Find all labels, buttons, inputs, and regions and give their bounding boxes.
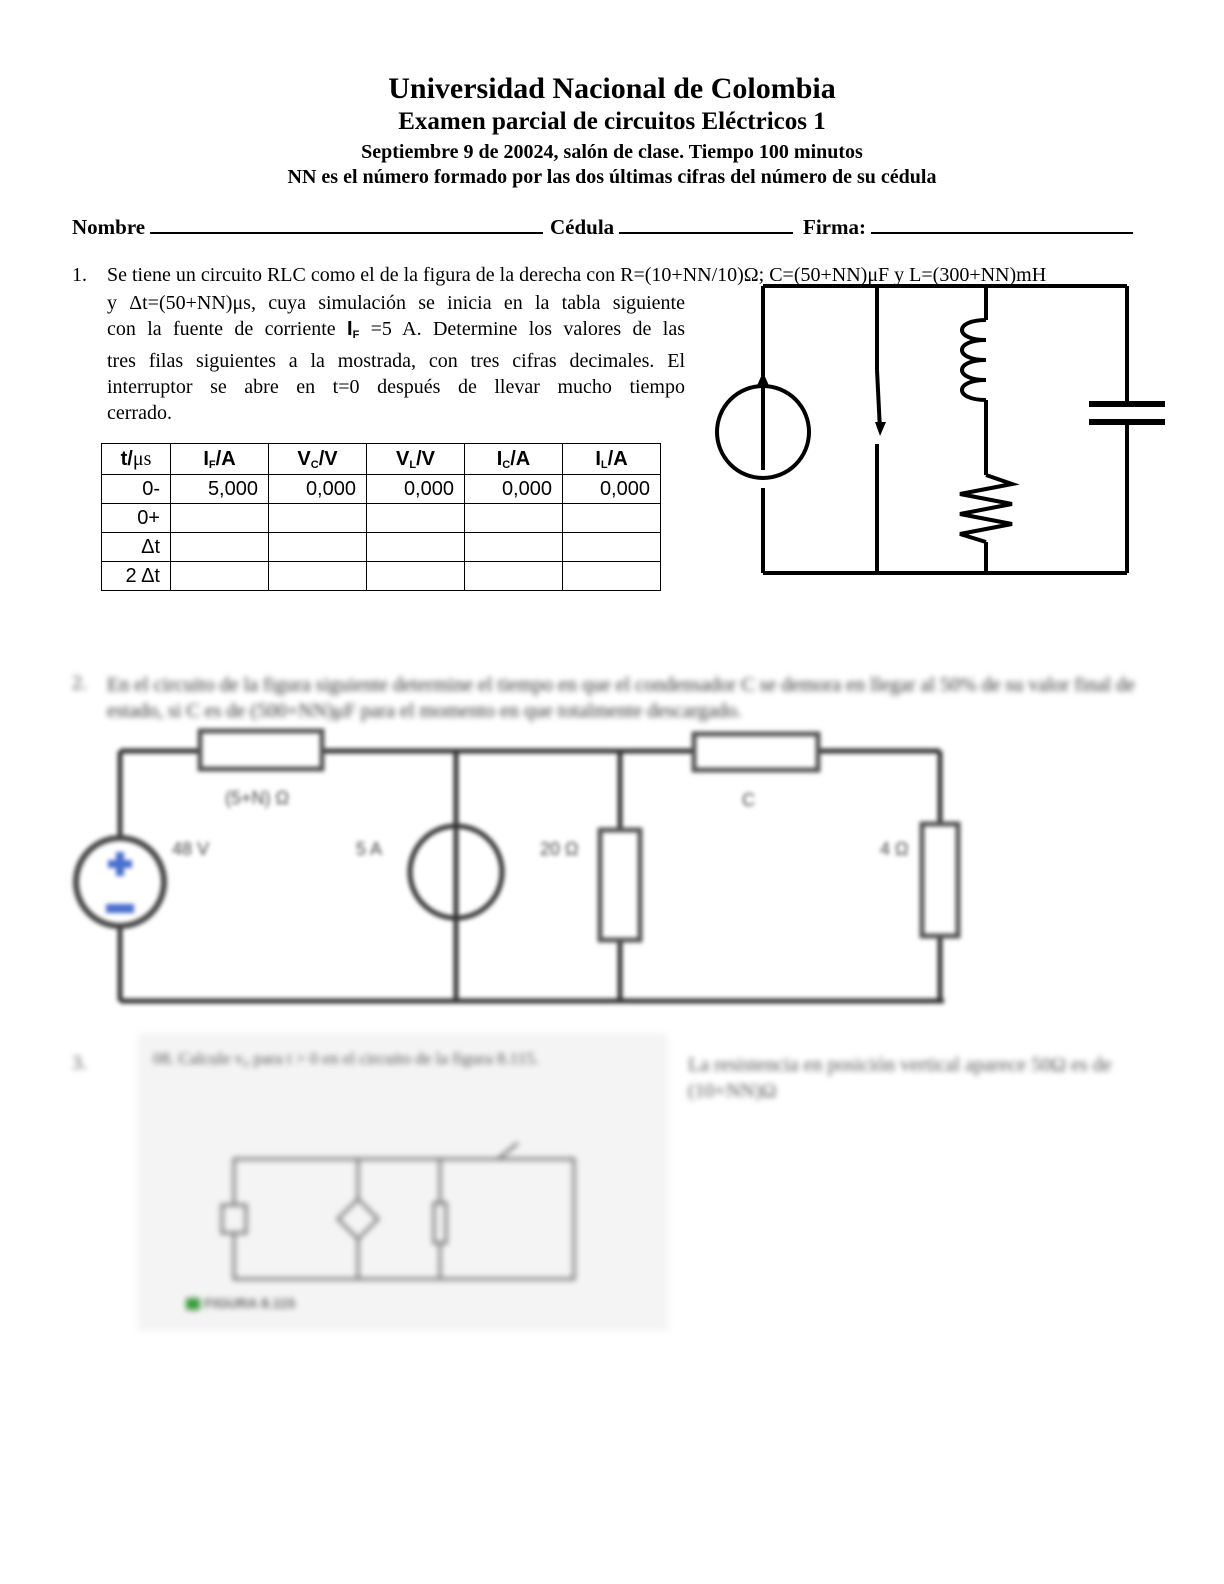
answer-cell[interactable]	[269, 533, 367, 562]
resistor-20-icon	[600, 830, 640, 940]
header-ic: $I_C/A$	[465, 444, 563, 475]
exam-title: Examen parcial de circuitos Eléctricos 1	[398, 108, 826, 135]
q1-line-5: interruptor se abre en t=0 después de llevar mucho tiempo	[107, 376, 685, 398]
q1-number: 1.	[72, 264, 87, 286]
q1-paragraph	[107, 290, 685, 426]
cell-if: 5,000	[171, 475, 269, 504]
id-label: Cédula	[550, 215, 615, 239]
label-i-source: 5 A	[356, 839, 383, 859]
answer-cell[interactable]	[171, 504, 269, 533]
label-r1: (5+N) Ω	[225, 788, 289, 808]
answer-cell[interactable]	[269, 562, 367, 591]
minus-sign-icon	[106, 904, 134, 913]
name-label: Nombre	[72, 215, 146, 239]
switch-arrow-icon	[875, 422, 886, 436]
header-t: t/μs	[102, 444, 171, 475]
header-vl: $V_L/V$	[367, 444, 465, 475]
q3-figure	[138, 1033, 668, 1331]
circuit-q2-diagram	[60, 720, 980, 1020]
header-il: $I_L/A$	[563, 444, 661, 475]
label-r4: 4 Ω	[880, 839, 909, 859]
q1-line-2: y Δt=(50+NN)μs, cuya simulación se inicia en la tabla siguiente	[107, 292, 685, 314]
q2-text: En el circuito de la figura siguiente determine el tiempo en que el condensador C se demora en llegar al 50% de su valor final de estado, si C es de (500+NN)μF para el momento en que totalmente descargado.	[107, 674, 1135, 722]
label-c: C	[742, 790, 755, 810]
if-symbol: $I_F$	[347, 318, 360, 341]
q1-line-6: cerrado.	[107, 402, 172, 424]
cell-ic: 0,000	[465, 475, 563, 504]
cell-time: 0+	[102, 504, 171, 533]
answer-cell[interactable]	[563, 562, 661, 591]
answer-cell[interactable]	[563, 533, 661, 562]
label-r3: 20 Ω	[540, 839, 579, 859]
table-header-row	[102, 444, 661, 475]
answer-cell[interactable]	[171, 533, 269, 562]
cell-time: 0-	[102, 475, 171, 504]
header-if: $I_F/A$	[171, 444, 269, 475]
q1-line-3-post: =5 A. Determine los valores de las	[370, 318, 685, 340]
signature-label: Firma:	[803, 215, 866, 239]
q1-first-line: Se tiene un circuito RLC como el de la figura de la derecha con R=(10+NN/10)Ω; C=(50+NN)μF y L=(300+NN)mH	[107, 264, 1047, 286]
cell-vl: 0,000	[367, 475, 465, 504]
signature-blank[interactable]	[871, 214, 1133, 234]
table-row[interactable]	[102, 504, 661, 533]
circuit-q3-diagram	[178, 1113, 658, 1293]
q2-number: 2.	[72, 672, 87, 694]
header-vc: $V_C/V$	[269, 444, 367, 475]
answer-cell[interactable]	[465, 562, 563, 591]
university-title: Universidad Nacional de Colombia	[388, 72, 836, 105]
answer-cell[interactable]	[367, 562, 465, 591]
q1-line-3-pre: con la fuente de corriente	[107, 318, 336, 340]
cell-time: 2 Δt	[102, 562, 171, 591]
capacitor-c-box-icon	[694, 734, 818, 770]
nn-definition: NN es el número formado por las dos últimas cifras del número de su cédula	[287, 166, 937, 188]
cell-vc: 0,000	[269, 475, 367, 504]
switch-q3-icon	[498, 1143, 518, 1159]
resistor-4-icon	[922, 824, 958, 936]
q3-number: 3.	[72, 1052, 87, 1074]
q3-caption: 08. Calcule v₀ para t > 0 en el circuito de la figura 8.115.	[153, 1049, 539, 1068]
exam-date: Septiembre 9 de 20024, salón de clase. Tiempo 100 minutos	[361, 141, 863, 163]
signature-field[interactable]	[803, 214, 1133, 240]
answer-cell[interactable]	[269, 504, 367, 533]
table-row[interactable]	[102, 562, 661, 591]
switch-blade-icon	[877, 370, 880, 430]
answer-cell[interactable]	[367, 533, 465, 562]
id-field[interactable]	[550, 214, 793, 240]
name-field[interactable]	[72, 214, 543, 240]
figure-label: FIGURA 8.115	[204, 1295, 296, 1311]
source-arrow-head-icon	[756, 372, 770, 388]
q1-line-3	[107, 316, 685, 348]
resistor-icon	[960, 475, 1012, 542]
rlc-circuit-diagram	[700, 280, 1170, 580]
q3-text: La resistencia en posición vertical aparece 50Ω es de (10+NN)Ω	[688, 1054, 1112, 1102]
figure-marker-icon	[186, 1298, 200, 1310]
cell-time: Δt	[102, 533, 171, 562]
q1-line-4: tres filas siguientes a la mostrada, con tres cifras decimales. El	[107, 350, 685, 372]
table-row	[102, 475, 661, 504]
name-blank[interactable]	[150, 214, 543, 234]
answer-cell[interactable]	[563, 504, 661, 533]
answer-cell[interactable]	[465, 504, 563, 533]
cell-il: 0,000	[563, 475, 661, 504]
simulation-table	[101, 443, 661, 591]
answer-cell[interactable]	[367, 504, 465, 533]
answer-cell[interactable]	[465, 533, 563, 562]
inductor-icon	[962, 320, 986, 400]
answer-cell[interactable]	[171, 562, 269, 591]
table-row[interactable]	[102, 533, 661, 562]
label-v-source: 48 V	[172, 839, 210, 859]
dependent-source-icon	[338, 1199, 378, 1239]
resistor-r1-icon	[200, 731, 322, 769]
id-blank[interactable]	[619, 214, 793, 234]
